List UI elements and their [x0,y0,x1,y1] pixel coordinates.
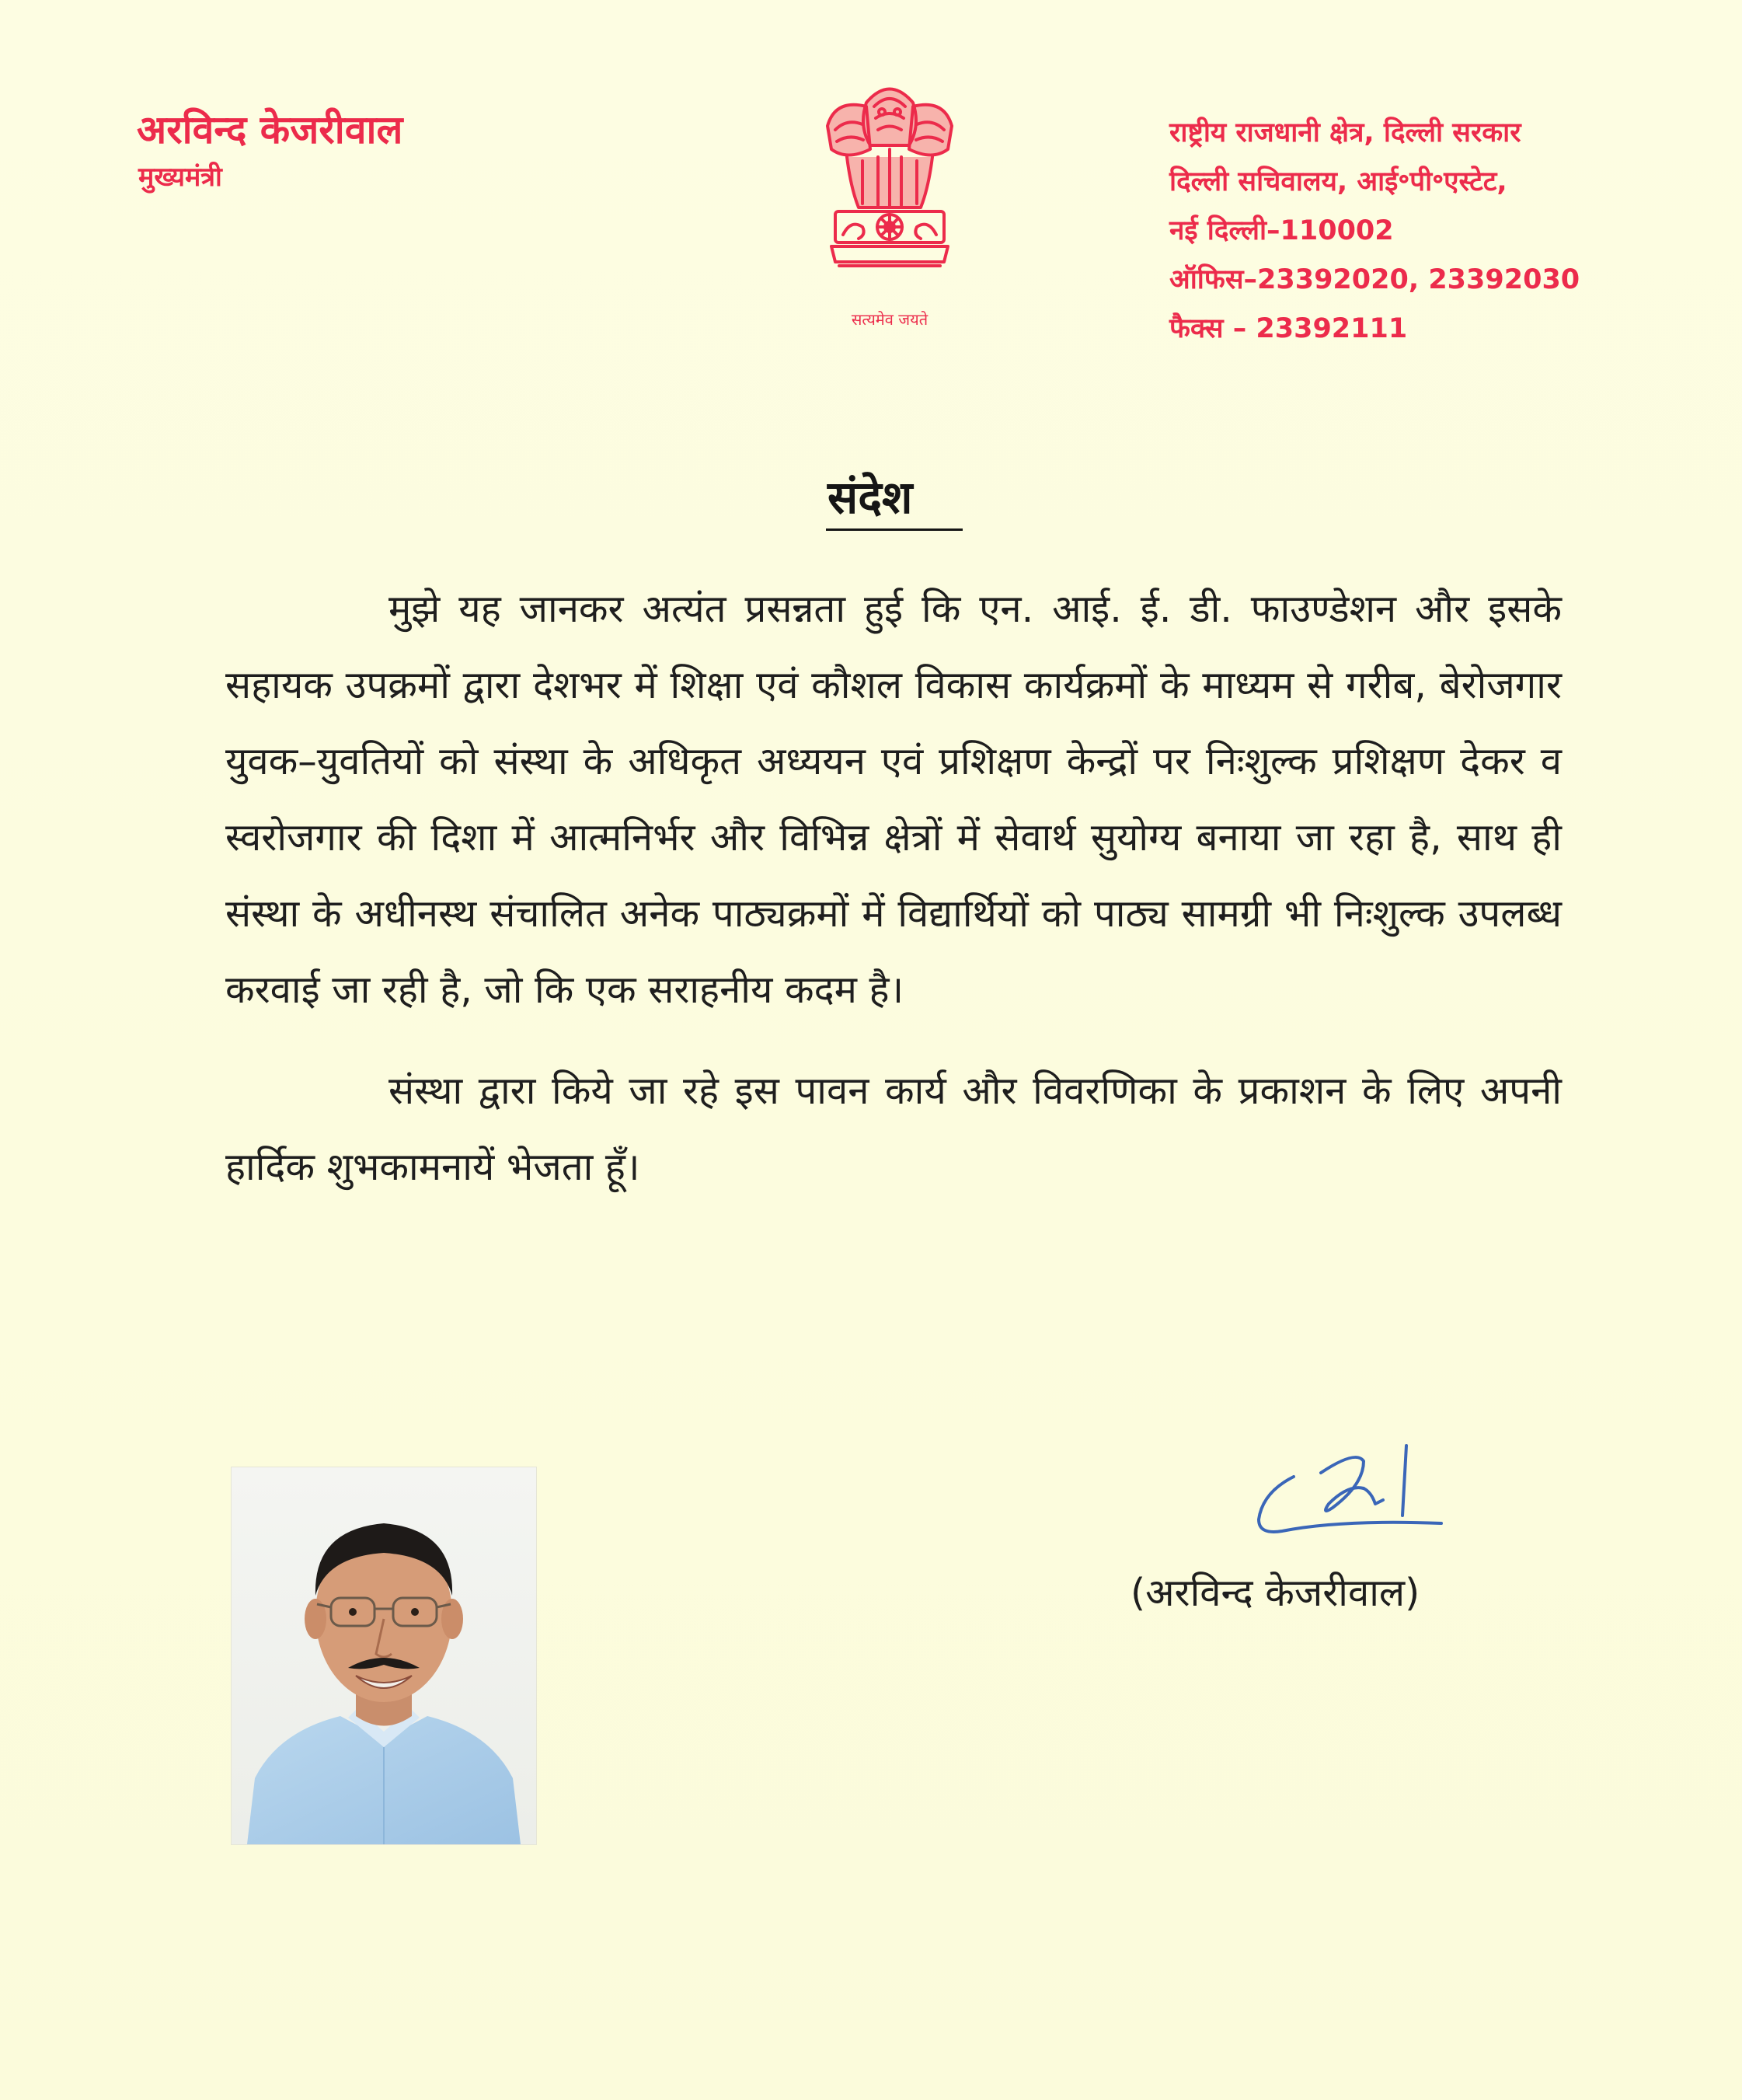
office-phone: ऑफिस–23392020, 23392030 [1169,264,1580,295]
address-line: दिल्ली सचिवालय, आई॰पी॰एस्टेट, [1169,166,1507,197]
fax-number: फैक्स – 23392111 [1169,313,1408,344]
message-paragraph: संस्था द्वारा किये जा रहे इस पावन कार्य और विवरणिका के प्रकाशन के लिए अपनी हार्दिक शुभकामनायें भेजता हूँ। [225,1069,1562,1189]
message-title: संदेश [827,471,913,524]
signatory-name: (अरविन्द केजरीवाल) [1131,1571,1420,1615]
sender-name: अरविन्द केजरीवाल [137,107,403,152]
message-paragraph: मुझे यह जानकर अत्यंत प्रसन्नता हुई कि एन. आई. ई. डी. फाउण्डेशन और इसके सहायक उपक्रमों द्वारा देशभर में शिक्षा एवं कौशल विकास कार्यक्रमों के माध्यम से गरीब, बेरोजगार युवक–युवतियों को संस्था के अधिकृत अध्ययन एवं प्रशिक्षण केन्द्रों पर निःशुल्क प्रशिक्षण देकर व स्वरोजगार की दिशा में आत्मनिर्भर और विभिन्न क्षेत्रों में सेवार्थ सुयोग्य बनाया जा रहा है, साथ ही संस्था के अधीनस्थ संचालित अनेक पाठ्यक्रमों में विद्यार्थियों को पाठ्य सामग्री भी निःशुल्क उपलब्ध करवाई जा रही है, जो कि एक सराहनीय कदम है। [225,587,1562,1012]
address-line: नई दिल्ली–110002 [1169,215,1394,246]
lion-capital-icon [804,72,975,305]
office-address [1169,109,1580,354]
sender-designation: मुख्यमंत्री [138,162,222,193]
handwritten-signature [1247,1430,1457,1547]
national-emblem [804,72,975,340]
address-line: राष्ट्रीय राजधानी क्षेत्र, दिल्ली सरकार [1169,117,1521,148]
title-underline [826,528,963,531]
emblem-motto: सत्यमेव जयते [851,310,928,329]
signatory-photo [232,1467,536,1844]
message-body [225,571,1562,1205]
portrait-image [232,1467,536,1844]
